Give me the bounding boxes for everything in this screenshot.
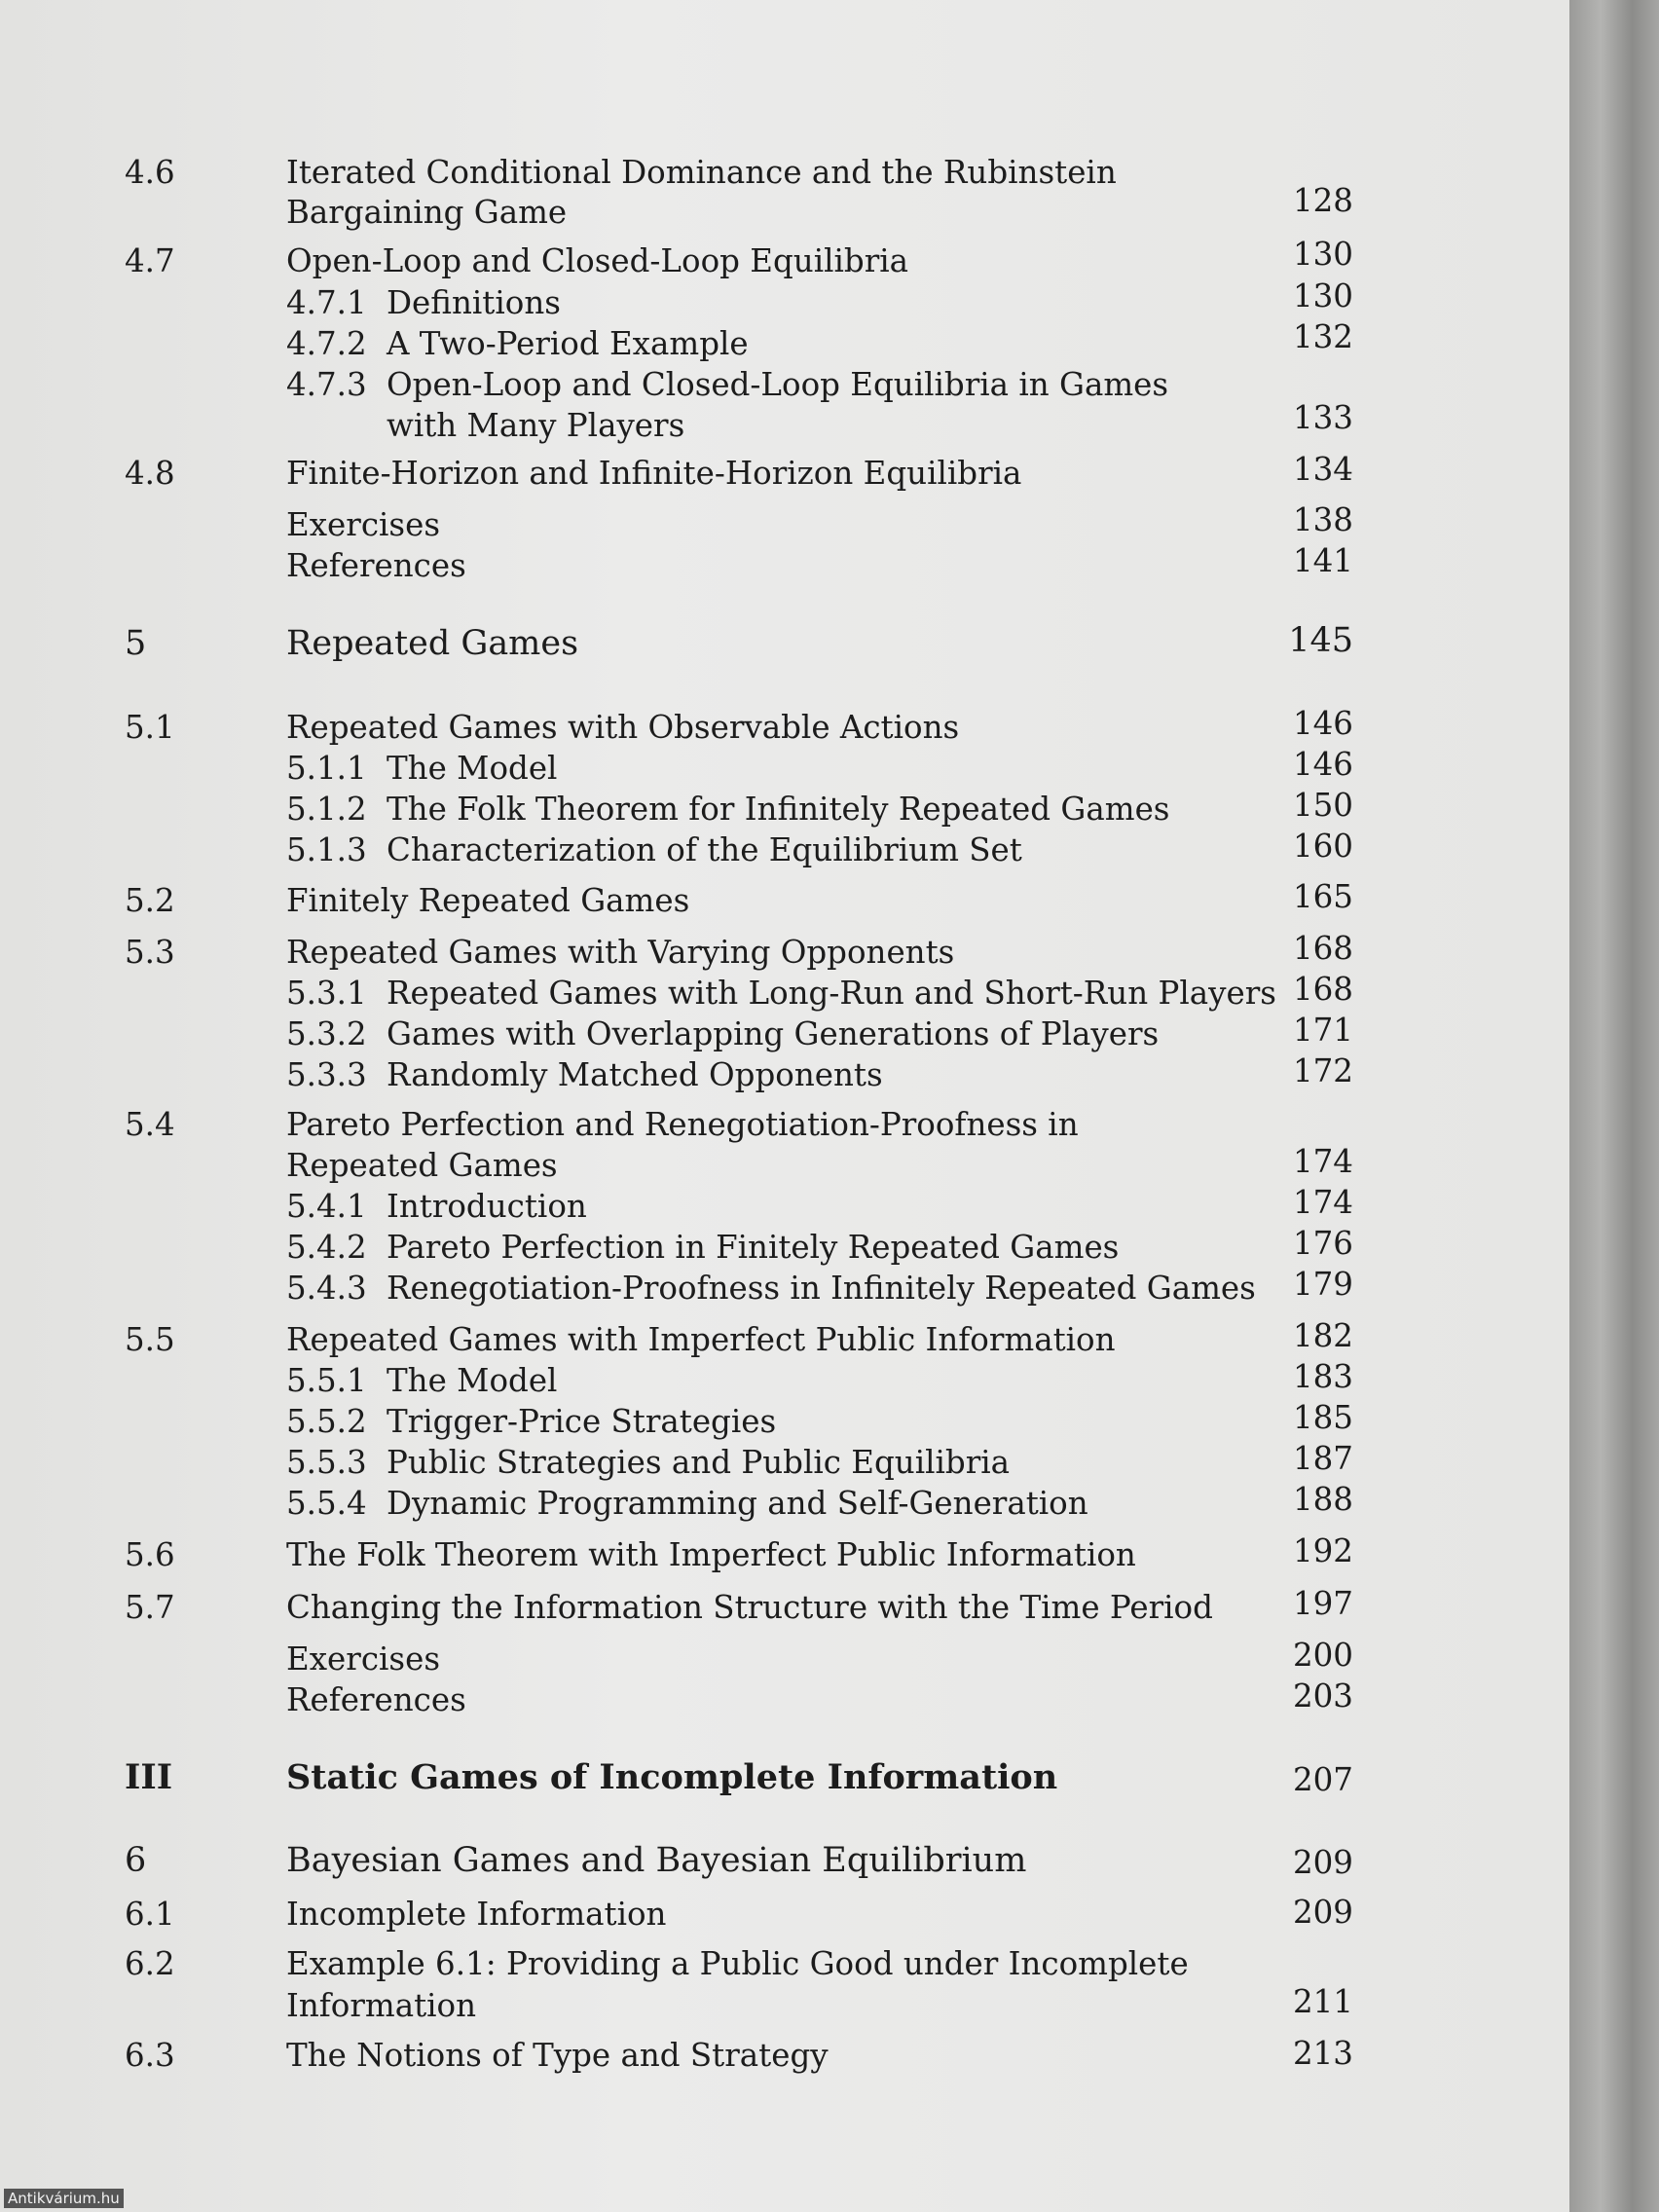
entry-page: 188	[1292, 1481, 1353, 1518]
entry-title-line2: Information	[286, 1987, 477, 2024]
entry-title-line2: Repeated Games	[286, 1147, 558, 1184]
entry-title: The Notions of Type and Strategy	[286, 2037, 829, 2074]
entry-title: Repeated Games with Varying Opponents	[286, 934, 955, 971]
subentry-title: Repeated Games with Long-Run and Short-Run Players	[387, 975, 1276, 1012]
entry-page: 200	[1292, 1637, 1353, 1674]
subentry-number: 5.1.1	[286, 750, 367, 787]
subentry-title: Characterization of the Equilibrium Set	[387, 831, 1022, 868]
subentry-number: 5.3.3	[286, 1056, 367, 1093]
entry-page: 174	[1292, 1143, 1353, 1180]
entry-page: 145	[1288, 621, 1353, 660]
subentry-title: Definitions	[387, 284, 561, 321]
entry-title: Pareto Perfection and Renegotiation-Proofness in	[286, 1106, 1079, 1143]
subentry-title: Public Strategies and Public Equilibria	[387, 1444, 1011, 1481]
entry-page: 209	[1292, 1844, 1353, 1881]
entry-page: 207	[1292, 1761, 1353, 1798]
entry-page: 160	[1292, 828, 1353, 865]
subentry-title: The Folk Theorem for Infinitely Repeated Games	[387, 791, 1170, 828]
entry-page: 211	[1292, 1983, 1353, 2020]
entry-page: 197	[1292, 1585, 1353, 1622]
watermark-label: Antikvárium.hu	[4, 2189, 124, 2208]
entry-number: 6.1	[125, 1896, 175, 1933]
subentry-number: 5.4.1	[286, 1188, 367, 1225]
entry-page: 192	[1292, 1532, 1353, 1569]
subentry-title: A Two-Period Example	[387, 325, 749, 362]
entry-page: 128	[1292, 182, 1353, 219]
subentry-title-line2: with Many Players	[387, 407, 685, 444]
subentry-title: Randomly Matched Opponents	[387, 1056, 883, 1093]
entry-page: 187	[1292, 1440, 1353, 1477]
chapter-number: 5	[125, 624, 147, 663]
entry-title: References	[286, 1681, 466, 1718]
entry-page: 130	[1292, 277, 1353, 314]
subentry-title: The Model	[387, 1362, 558, 1399]
entry-page: 172	[1292, 1052, 1353, 1089]
entry-page: 183	[1292, 1358, 1353, 1395]
entry-page: 130	[1292, 236, 1353, 273]
entry-title: Exercises	[286, 506, 441, 543]
subentry-number: 5.3.1	[286, 975, 367, 1012]
subentry-number: 4.7.1	[286, 284, 367, 321]
entry-page: 132	[1292, 318, 1353, 355]
entry-page: 174	[1292, 1184, 1353, 1221]
entry-page: 134	[1292, 451, 1353, 488]
entry-number: 5.5	[125, 1321, 175, 1358]
entry-page: 213	[1292, 2035, 1353, 2072]
entry-title: Iterated Conditional Dominance and the Rubinstein	[286, 154, 1117, 191]
subentry-title: Games with Overlapping Generations of Players	[387, 1015, 1160, 1052]
entry-title: Example 6.1: Providing a Public Good under Incomplete	[286, 1945, 1189, 1982]
entry-page: 150	[1292, 787, 1353, 824]
entry-number: 4.6	[125, 154, 175, 191]
subentry-title: Renegotiation-Proofness in Infinitely Repeated Games	[387, 1270, 1256, 1307]
entry-number: 4.7	[125, 242, 175, 279]
chapter-title: Bayesian Games and Bayesian Equilibrium	[286, 1841, 1027, 1880]
subentry-number: 5.5.2	[286, 1403, 367, 1440]
entry-title: Repeated Games with Observable Actions	[286, 709, 960, 746]
entry-page: 171	[1292, 1012, 1353, 1049]
entry-page: 168	[1292, 971, 1353, 1008]
entry-page: 146	[1292, 705, 1353, 742]
page-edge-shadow	[1569, 0, 1659, 2212]
subentry-number: 5.5.4	[286, 1485, 367, 1522]
subentry-title: The Model	[387, 750, 558, 787]
entry-title: Exercises	[286, 1641, 441, 1677]
entry-number: 5.4	[125, 1106, 175, 1143]
entry-title: References	[286, 547, 466, 584]
entry-number: 4.8	[125, 455, 175, 492]
subentry-title: Trigger-Price Strategies	[387, 1403, 777, 1440]
entry-page: 182	[1292, 1317, 1353, 1354]
entry-title: Open-Loop and Closed-Loop Equilibria	[286, 242, 909, 279]
subentry-title: Open-Loop and Closed-Loop Equilibria in Games	[387, 366, 1169, 403]
subentry-number: 5.5.3	[286, 1444, 367, 1481]
entry-number: 5.1	[125, 709, 175, 746]
entry-page: 165	[1292, 878, 1353, 915]
entry-page: 146	[1292, 746, 1353, 783]
subentry-number: 4.7.3	[286, 366, 367, 403]
entry-number: 5.7	[125, 1589, 175, 1626]
entry-page: 133	[1292, 399, 1353, 436]
subentry-number: 5.1.2	[286, 791, 367, 828]
entry-number: 6.2	[125, 1945, 175, 1982]
entry-number: 5.6	[125, 1536, 175, 1573]
entry-title: Finitely Repeated Games	[286, 882, 690, 919]
subentry-number: 5.5.1	[286, 1362, 367, 1399]
entry-title: Changing the Information Structure with the Time Period	[286, 1589, 1213, 1626]
subentry-title: Dynamic Programming and Self-Generation	[387, 1485, 1088, 1522]
entry-title-line2: Bargaining Game	[286, 194, 568, 231]
entry-page: 203	[1292, 1677, 1353, 1714]
part-title: Static Games of Incomplete Information	[286, 1757, 1058, 1797]
entry-page: 209	[1292, 1894, 1353, 1931]
entry-page: 141	[1292, 542, 1353, 579]
entry-page: 138	[1292, 501, 1353, 538]
entry-title: Finite-Horizon and Infinite-Horizon Equilibria	[286, 455, 1022, 492]
entry-page: 185	[1292, 1399, 1353, 1436]
subentry-number: 5.1.3	[286, 831, 367, 868]
chapter-number: 6	[125, 1841, 147, 1880]
subentry-number: 5.4.2	[286, 1229, 367, 1266]
entry-page: 168	[1292, 930, 1353, 967]
entry-title: Repeated Games with Imperfect Public Information	[286, 1321, 1116, 1358]
entry-page: 176	[1292, 1225, 1353, 1262]
subentry-number: 5.4.3	[286, 1270, 367, 1307]
part-number: III	[125, 1757, 173, 1797]
subentry-number: 5.3.2	[286, 1015, 367, 1052]
entry-title: Incomplete Information	[286, 1896, 667, 1933]
entry-page: 179	[1292, 1266, 1353, 1303]
subentry-title: Pareto Perfection in Finitely Repeated Games	[387, 1229, 1120, 1266]
subentry-title: Introduction	[387, 1188, 587, 1225]
subentry-number: 4.7.2	[286, 325, 367, 362]
entry-title: The Folk Theorem with Imperfect Public Information	[286, 1536, 1136, 1573]
entry-number: 5.2	[125, 882, 175, 919]
entry-number: 6.3	[125, 2037, 175, 2074]
chapter-title: Repeated Games	[286, 624, 579, 663]
entry-number: 5.3	[125, 934, 175, 971]
